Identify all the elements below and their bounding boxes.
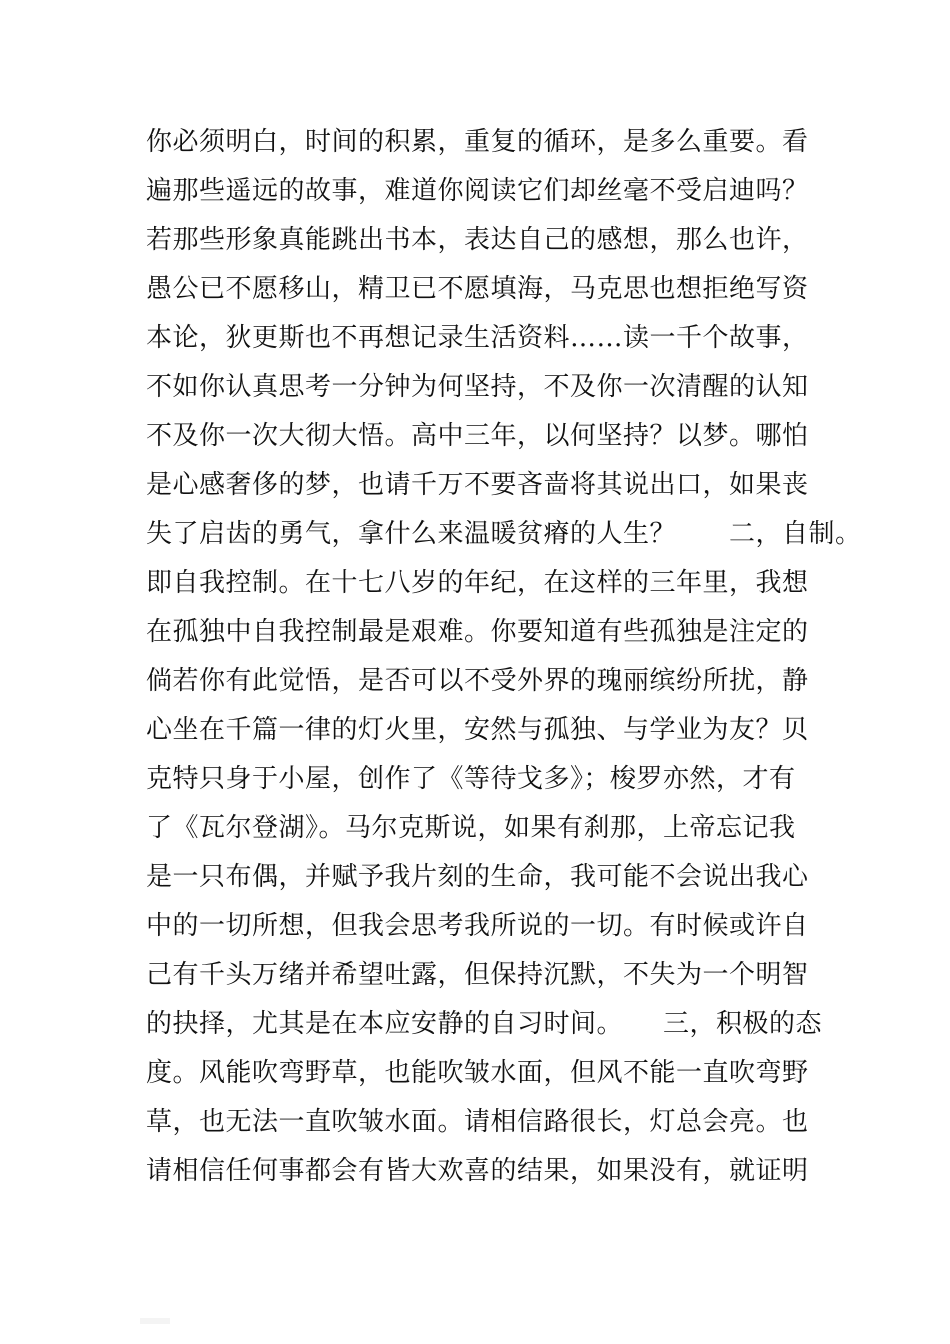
text-line: 失了启齿的勇气，拿什么来温暖贫瘠的人生？ 二，自制。 — [146, 519, 862, 549]
text-line: 若那些形象真能跳出书本，表达自己的感想，那么也许， — [146, 225, 809, 255]
body-text — [146, 118, 862, 1196]
text-line: 请相信任何事都会有皆大欢喜的结果，如果没有，就证明 — [146, 1156, 809, 1186]
text-line: 己有千头万绪并希望吐露，但保持沉默，不失为一个明智 — [146, 960, 809, 990]
text-line: 的抉择，尤其是在本应安静的自习时间。 三，积极的态 — [146, 1009, 823, 1039]
text-line: 不及你一次大彻大悟。高中三年，以何坚持？以梦。哪怕 — [146, 421, 809, 451]
text-line: 是一只布偶，并赋予我片刻的生命，我可能不会说出我心 — [146, 862, 809, 892]
text-line: 你必须明白，时间的积累，重复的循环，是多么重要。看 — [146, 127, 809, 157]
text-line: 倘若你有此觉悟，是否可以不受外界的瑰丽缤纷所扰，静 — [146, 666, 809, 696]
text-line: 不如你认真思考一分钟为何坚持，不及你一次清醒的认知 — [146, 372, 809, 402]
text-line: 度。风能吹弯野草，也能吹皱水面，但风不能一直吹弯野 — [146, 1058, 809, 1088]
text-line: 中的一切所想，但我会思考我所说的一切。有时候或许自 — [146, 911, 809, 941]
text-line: 是心感奢侈的梦，也请千万不要吝啬将其说出口，如果丧 — [146, 470, 809, 500]
text-line: 愚公已不愿移山，精卫已不愿填海，马克思也想拒绝写资 — [146, 274, 809, 304]
page-footer-mark — [140, 1318, 170, 1324]
text-line: 草，也无法一直吹皱水面。请相信路很长，灯总会亮。也 — [146, 1107, 809, 1137]
text-line: 克特只身于小屋，创作了《等待戈多》；梭罗亦然，才有 — [146, 764, 796, 794]
text-line: 遍那些遥远的故事，难道你阅读它们却丝毫不受启迪吗？ — [146, 176, 809, 206]
text-line: 心坐在千篇一律的灯火里，安然与孤独、与学业为友？贝 — [146, 715, 809, 745]
text-line: 在孤独中自我控制最是艰难。你要知道有些孤独是注定的 — [146, 617, 809, 647]
text-line: 即自我控制。在十七八岁的年纪，在这样的三年里，我想 — [146, 568, 809, 598]
text-line: 了《瓦尔登湖》。马尔克斯说，如果有刹那，上帝忘记我 — [146, 813, 796, 843]
text-line: 本论，狄更斯也不再想记录生活资料……读一千个故事， — [146, 323, 809, 353]
